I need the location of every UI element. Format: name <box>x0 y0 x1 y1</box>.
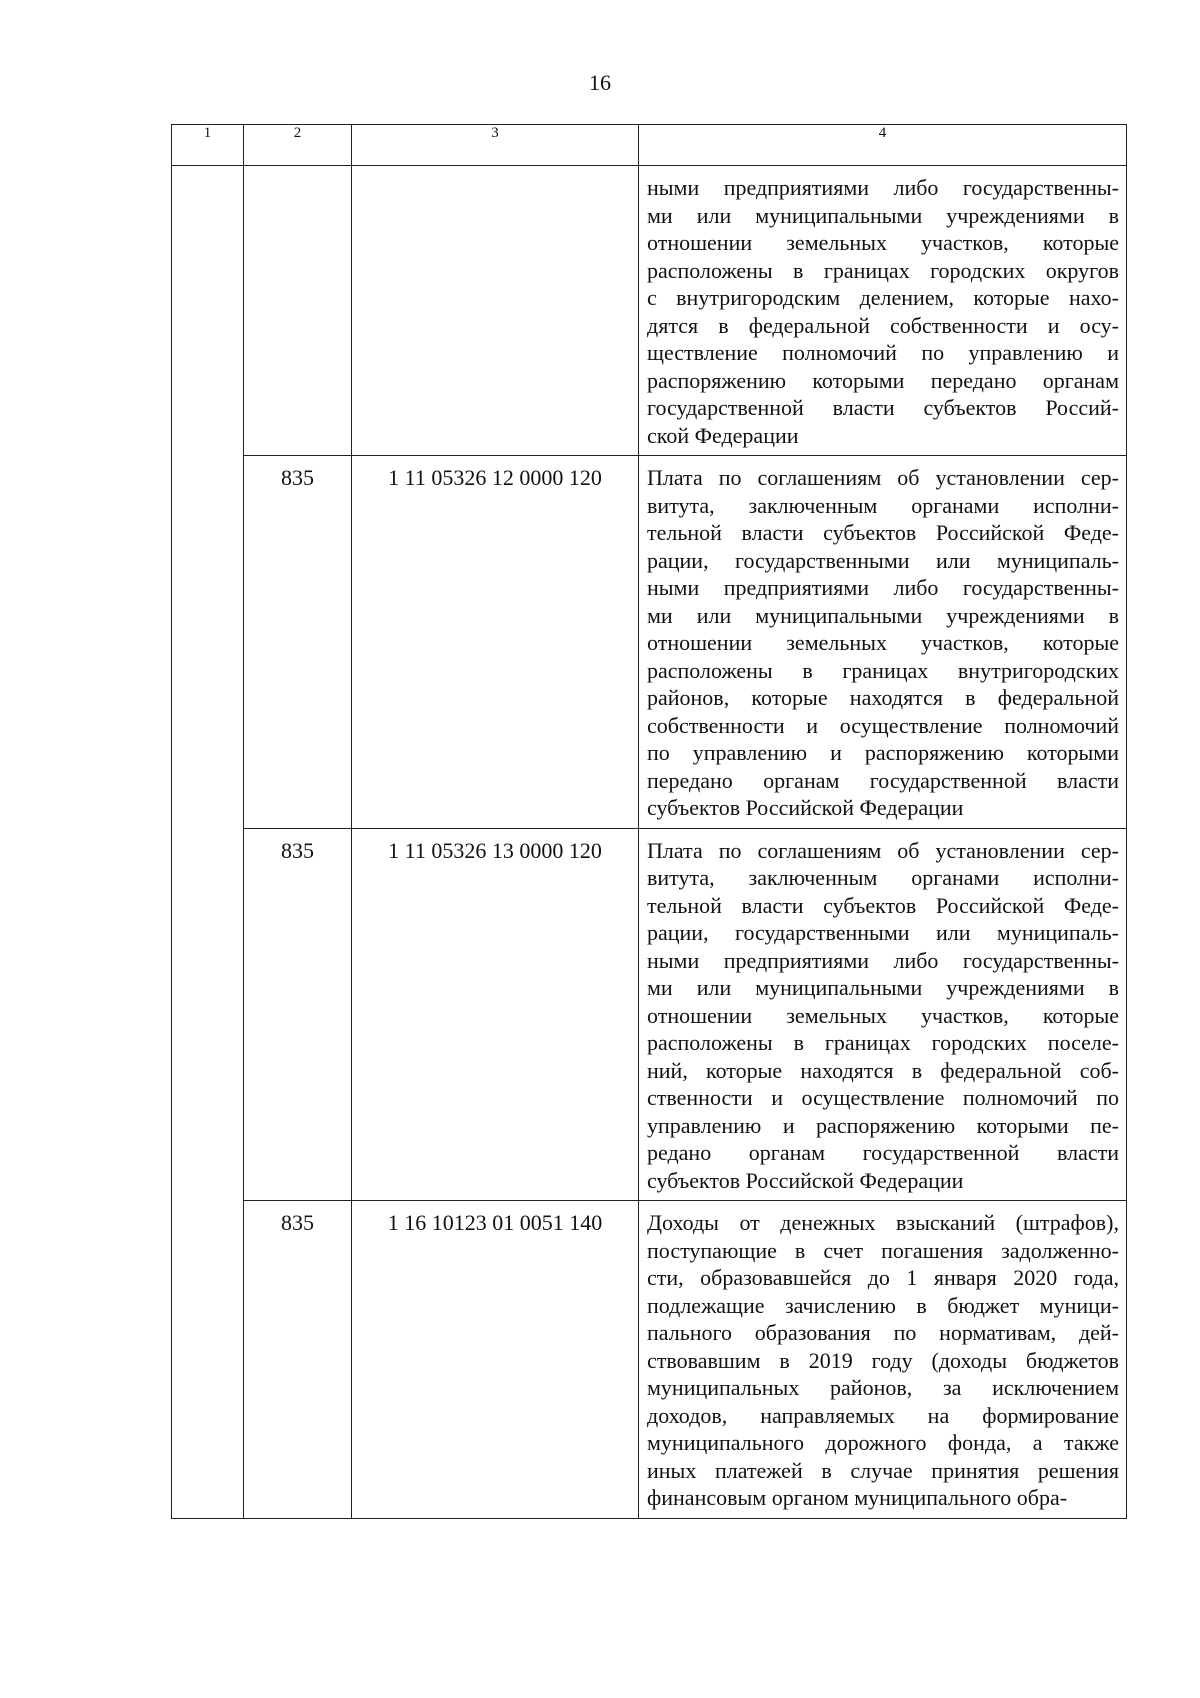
table-row <box>172 456 1127 829</box>
description-line: рации, государственными или муниципаль- <box>647 547 1119 573</box>
description-line: витута, заключенным органами исполни- <box>647 865 1119 890</box>
description-line: ний, которые находятся в федеральной соб- <box>647 1057 1119 1083</box>
description-line: с внутригородским делением, которые нахо- <box>647 285 1119 310</box>
description-line: государственной власти субъектов Россий- <box>647 395 1119 420</box>
description-line: витута, заключенным органами исполни- <box>647 492 1119 518</box>
page-number: 16 <box>589 70 611 95</box>
cell-revenue-description <box>639 456 1127 829</box>
cell-admin-code: 835 <box>244 1201 352 1519</box>
cell-revenue-description <box>639 1201 1127 1519</box>
description-line: ми или муниципальными учреждениями в <box>647 202 1119 228</box>
description-line: ской Федерации <box>647 422 799 448</box>
description-line: субъектов Российской Федерации <box>647 795 964 820</box>
description-line: ными предприятиями либо государственны- <box>647 575 1119 600</box>
table-header-row <box>172 125 1127 166</box>
header-col-3: 3 <box>352 125 639 166</box>
description-line: ствовавшим в 2019 году (доходы бюджетов <box>647 1347 1119 1373</box>
description-line: ми или муниципальными учреждениями в <box>647 975 1119 1000</box>
cell-budget-classification-code: 1 11 05326 13 0000 120 <box>352 828 639 1201</box>
description-line: ственности и осуществление полномочий по <box>647 1085 1119 1110</box>
description-line: ществление полномочий по управлению и <box>647 340 1119 365</box>
description-line: управлению и распоряжению которыми пе- <box>647 1112 1119 1138</box>
description-line: ными предприятиями либо государственны- <box>647 175 1119 200</box>
description-line: тельной власти субъектов Российской Феде- <box>647 520 1119 545</box>
cell-budget-classification-code: 1 11 05326 12 0000 120 <box>352 456 639 829</box>
description-line: ми или муниципальными учреждениями в <box>647 602 1119 628</box>
description-line: дятся в федеральной собственности и осу- <box>647 312 1119 338</box>
description-line: районов, которые находятся в федеральной <box>647 685 1119 710</box>
cell-admin-code: 835 <box>244 828 352 1201</box>
cell-col1 <box>172 166 244 1519</box>
description-line: финансовым органом муниципального обра- <box>647 1485 1068 1510</box>
header-col-1: 1 <box>172 125 244 166</box>
table-row <box>172 828 1127 1201</box>
budget-code-table <box>171 124 1127 1519</box>
description-line: собственности и осуществление полномочий <box>647 712 1119 738</box>
table-row <box>172 166 1127 456</box>
description-line: отношении земельных участков, которые <box>647 1002 1119 1028</box>
cell-budget-classification-code <box>352 166 639 456</box>
cell-admin-code <box>244 166 352 456</box>
description-line: субъектов Российской Федерации <box>647 1167 964 1193</box>
description-line: расположены в границах городских поселе- <box>647 1030 1119 1055</box>
description-line: расположены в границах внутригородских <box>647 657 1119 683</box>
description-line: отношении земельных участков, которые <box>647 630 1119 655</box>
description-line: ными предприятиями либо государственны- <box>647 947 1119 973</box>
cell-admin-code: 835 <box>244 456 352 829</box>
cell-budget-classification-code: 1 16 10123 01 0051 140 <box>352 1201 639 1519</box>
description-line: редано органам государственной власти <box>647 1140 1119 1165</box>
description-line: подлежащие зачислению в бюджет муници- <box>647 1292 1119 1318</box>
description-line: по управлению и распоряжению которыми <box>647 740 1119 765</box>
description-line: Доходы от денежных взысканий (штрафов), <box>647 1210 1119 1235</box>
cell-revenue-description <box>639 828 1127 1201</box>
description-line: передано органам государственной власти <box>647 767 1119 793</box>
description-line: муниципальных районов, за исключением <box>647 1375 1119 1400</box>
description-line: сти, образовавшейся до 1 января 2020 года, <box>647 1265 1119 1290</box>
table-body <box>172 166 1127 1519</box>
description-line: рации, государственными или муниципаль- <box>647 920 1119 945</box>
description-line: Плата по соглашениям об установлении сер- <box>647 837 1119 863</box>
description-line: поступающие в счет погашения задолженно- <box>647 1237 1119 1263</box>
table-row <box>172 1201 1127 1519</box>
header-col-4: 4 <box>639 125 1127 166</box>
description-line: доходов, направляемых на формирование <box>647 1402 1119 1428</box>
description-line: муниципального дорожного фонда, а также <box>647 1430 1119 1455</box>
description-line: отношении земельных участков, которые <box>647 230 1119 255</box>
description-line: расположены в границах городских округов <box>647 257 1119 283</box>
description-line: пального образования по нормативам, дей- <box>647 1320 1119 1345</box>
description-line: Плата по соглашениям об установлении сер- <box>647 465 1119 490</box>
description-line: иных платежей в случае принятия решения <box>647 1457 1119 1483</box>
description-line: тельной власти субъектов Российской Феде- <box>647 892 1119 918</box>
cell-revenue-description <box>639 166 1127 456</box>
description-line: распоряжению которыми передано органам <box>647 367 1119 393</box>
header-col-2: 2 <box>244 125 352 166</box>
